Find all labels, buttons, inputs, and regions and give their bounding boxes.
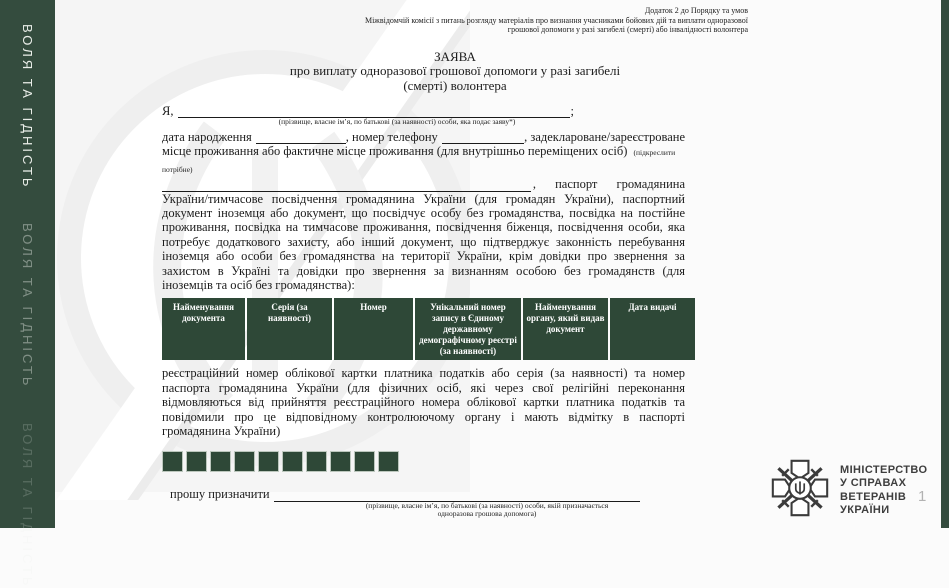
page-number: 1	[918, 488, 927, 505]
ministry-name-line-4: УКРАЇНИ	[840, 504, 890, 516]
form-subtitle-2: (смерті) волонтера	[403, 77, 507, 93]
right-accent-bar	[941, 0, 949, 528]
form-title: ЗАЯВА	[434, 48, 476, 64]
document-page	[162, 6, 748, 519]
tax-id-box	[186, 451, 207, 472]
brand-motto-3: ВОЛЯ ТА ГІДНІСТЬ	[20, 422, 35, 588]
table-header-row	[162, 298, 695, 360]
tax-id-box	[234, 451, 255, 472]
tax-id-box	[258, 451, 279, 472]
applicant-prefix: Я,	[162, 104, 174, 118]
annotation-line-2: Міжвідомчій комісії з питань розгляду матеріалів про визнання учасниками бойових дій та виплати одноразової	[364, 15, 748, 25]
ministry-name-line-1: МІНІСТЕРСТВО	[840, 463, 928, 476]
residence-note: (підкреслити потрібне)	[162, 148, 676, 174]
tax-id-box	[330, 451, 351, 472]
passport-tail: , паспорт громадянина	[532, 177, 685, 192]
header-document-name: Найменування документа	[162, 298, 245, 360]
tax-id-box	[210, 451, 231, 472]
header-number: Номер	[334, 298, 413, 360]
dob-phone-line	[162, 130, 685, 144]
residence-text: місце проживання або фактичне місце проживання (для внутрішньо переміщених осіб)	[162, 144, 628, 159]
id-documents-table	[160, 296, 697, 362]
form-body	[162, 104, 685, 519]
header-issuing-authority: Найменування органу, який видав документ	[523, 298, 608, 360]
assign-caption	[312, 502, 662, 519]
annotation-line-1: Додаток 2 до Порядку та умов	[644, 6, 748, 15]
applicant-line	[162, 104, 685, 118]
residence-line	[162, 144, 685, 177]
ministry-logo	[770, 458, 927, 523]
header-annotation	[162, 6, 748, 35]
header-unique-record: Унікальний номер запису в Єдиному державному демографічному реєстрі (за наявності)	[415, 298, 521, 360]
header-issue-date: Дата видачі	[610, 298, 695, 360]
applicant-suffix: ;	[570, 104, 574, 118]
form-title-block	[162, 50, 748, 94]
tax-id-boxes	[162, 451, 685, 472]
ministry-name	[840, 464, 927, 518]
assign-caption-2: одноразова грошова допомога)	[437, 509, 537, 519]
header-series: Серія (за наявності)	[247, 298, 332, 360]
tax-id-box	[282, 451, 303, 472]
ministry-emblem-icon	[770, 458, 830, 523]
applicant-caption: (прізвище, власне ім’я, по батькові (за наявності) особи, яка подає заяву*)	[278, 117, 516, 127]
brand-motto-2: ВОЛЯ ТА ГІДНІСТЬ	[20, 223, 35, 389]
tax-id-box	[306, 451, 327, 472]
ministry-name-line-3: ВЕТЕРАНІВ	[840, 490, 907, 503]
passport-paragraph: України/тимчасове посвідчення громадянина України (для громадян України), паспортний документ іноземця або документ, що посвідчує особу без громадянства, посвідка на постійне проживання, посвідка на тимчасове проживання, посвідчення біженця, посвідчення особи, яка потребує додаткового захисту, або інший документ, що підтверджує законність перебування іноземця або особи без громадянства на території України, крім довідки про звернення за захистом в Україні та довідки про звернення за визнанням особою без громадянств (для іноземців та осіб без громадянства):	[162, 191, 685, 292]
assign-caption-1: (прізвище, власне ім’я, по батькові (за наявності) особи, якій призначається	[365, 500, 609, 510]
tax-id-box	[354, 451, 375, 472]
ministry-name-line-2: У СПРАВАХ	[840, 477, 907, 489]
passport-blank-line	[162, 177, 685, 191]
dob-label: дата народження	[162, 129, 252, 144]
assign-line	[162, 487, 685, 501]
assign-label: прошу призначити	[170, 487, 270, 502]
annotation-line-3: грошової допомоги у разі загибелі (смерті) або інвалідності волонтера	[507, 25, 748, 34]
form-subtitle-1: про виплату одноразової грошової допомоги у разі загибелі	[289, 63, 621, 78]
phone-label: , номер телефону	[345, 129, 438, 144]
tax-id-box	[162, 451, 183, 472]
dob-blank	[256, 131, 346, 144]
brand-motto-1: ВОЛЯ ТА ГІДНІСТЬ	[20, 24, 35, 190]
phone-blank	[442, 131, 524, 144]
left-brand-bar	[0, 0, 55, 588]
residence-blank	[162, 179, 531, 192]
tax-id-box	[378, 451, 399, 472]
tax-id-paragraph: реєстраційний номер облікової картки платника податків або серія (за наявності) та номер паспорта громадянина України (для фізичних осіб, які через свої релігійні переконання відмовляються від прийняття реєстраційного номера облікової картки платника податків та повідомили про це відповідному контролюючому органу і мають відмітку в паспорті громадянина України)	[162, 366, 685, 438]
declared-label: , задеклароване/зареєстроване	[524, 129, 685, 144]
assign-blank	[274, 489, 640, 502]
